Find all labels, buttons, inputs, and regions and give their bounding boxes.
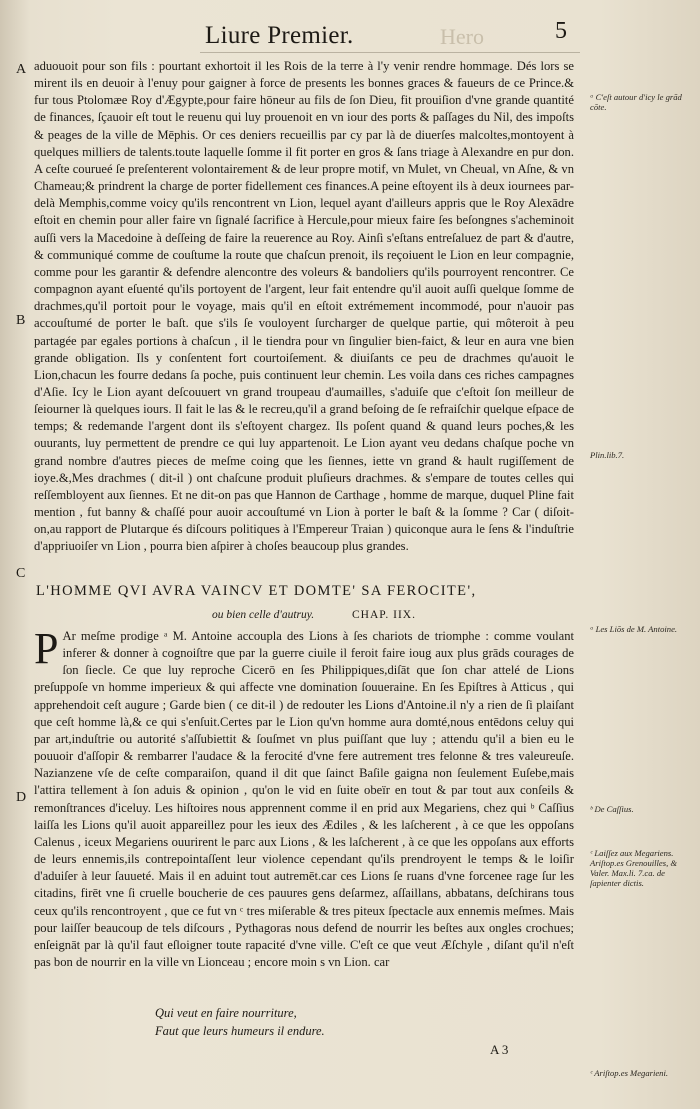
side-note-5: ᶜ Laiſſez aux Megariens. Ariſtop.es Grenouilles, & Valer. Max.li. 7.ca. de ſapienter dictis.: [590, 848, 678, 888]
margin-letter-b: B: [16, 313, 26, 328]
side-note-6: ᶜ Ariſtop.es Megarieni.: [590, 1068, 669, 1078]
margin-letter-d: D: [16, 790, 27, 805]
paragraph-2: [34, 624, 574, 971]
margin-letter-c: C: [16, 566, 26, 581]
verse-line-2: Faut que leurs humeurs il endure.: [155, 1024, 325, 1038]
page-number: 5: [555, 18, 567, 44]
chapter-number: CHAP. IIX.: [352, 609, 416, 621]
paragraph-1: aduouoit pour son fils : pourtant exhortoit il les Rois de la terre à l'y venir rendre hommage. Dés lors se mirent ils en deuoir à l'enuy pour gaigner à force de presents les bonnes graces & faueurs de ce Prince.& fur tous Ptolomæe Roy d'Ægypte,pour faire hōneur au fils de ſon Dieu, fit prouiſion d'vne grande quantité de finances, ſçauoir eſt tout le reuenu qui luy prouenoit en vn iour des ports & paſſages du Nil, des impoſts & peages de la ville de Mēphis. Or ces deniers recueillis par cy par là de diuerſes malcoltes,montoyent à quelques milliers de talents.toute laquelle ſomme il fit porter en gros & ſans triage à Alexandre en pur don. A ceſte courueé ſe preſenterent volontairement & de leur propre motif, vn Mulet, vn Cheual, vn Aſne, & vn Chameau;& prindrent la charge de porter fidellement ces finances.A peine eſtoyent ils à deux iournees par-delà Memphis,comme voicy qu'ils rencontrent vn Lion, lequel ayant d'ailleurs appris que le Roy Alexādre eſtoit en chemin pour aller faire vn ſignalé ſacrifice à Hercule,pour mieux faire ſes beſongnes s'acheminoit auſſi vers la Macedoine à deſſeing de faire la reuerence au Roy. Ainſi s'eſtans entreſaluez de part & d'autre, & communiqué comme de couſtume la route que chaſcun prenoit, ils reçoiuent le Lion en leur compagnie, comme pour les garantir & defendre alencontre des voleurs & bandoliers qu'ils pourroyent rencontrer. Ce compagnon ayant eſuenté qu'ils portoyent de l'argent, leur fait entendre qu'il auoit auſſi quelque ſomme de drachmes,qu'il portoit pour le voyage, mais qu'il en eſtoit extrémement incommodé, pour n'auoir pas accouſtumé de porter le baſt. que s'ils ſe vouloyent ſurcharger de quelque partie, qui môteroit à peu partagée par egales portions à chaſcun , il le tiendra pour vn ſingulier bien-faict, & leur en aura vne bien grande obligation. Ils y conſentent fort courtoiſement. & diuiſants ce peu de drachmes qu'auoit le Lion,chacun les fourre dedans ſa poche, puis continuent leur chemin. Les voila dans ces riches campagnes d'Aſie. Icy le Lion ayant deſcouuert vn grand troupeau d'aumailles, s'aduiſe que c'eſtoit ſon meilleur de ſeiourner là quelques iours. Il fait le las & le recreu,qu'il a grand beſoing de ſe refraiſchir quelque eſpace de temps; & redemande l'argent dont ils s'eſtoyent chargez. Ils poſent quand & quand leurs poches,& les ouurants, luy permettent de prendre ce qui luy appartenoit. Le Lion ayant veu dedans chaſque poche vn grand nombre d'autres pieces de meſme coing que les ſiennes, iette vn grand & hault rugiſſement de ioye.&,Mes drachmes ( dit-il ) ont chaſcune produit pluſieurs drachmes. & s'empare de toutes celles qui reſſembloyent aux ſiennes. Et ne dit-on pas que Hannon de Carthage , homme de marque, duquel Pline fait mention , fut banny & chaſſé pour auoir accouſtumé vn Lion à porter le baſt & la ſomme ? Car ( diſoit-on,au rapport de Plutarque és diſcours politiques à l'Empereur Traian ) quiconque aura le ſens & l'induſtrie d'appriuoiſer vn Lion , pourra bien aſpirer à choſes beaucoup plus grandes.: [34, 59, 574, 554]
header-rule: [200, 52, 580, 53]
side-note-2: Plin.lib.7.: [590, 450, 625, 460]
side-note-4: ᵇ De Caſſius.: [590, 804, 634, 814]
chapter-subtitle: ou bien celle d'autruy.: [212, 609, 315, 621]
paragraph-2-text: Ar meſme prodige ᵃ M. Antoine accoupla des Lions à ſes chariots de triomphe : comme voulant inferer & donner à cognoiſtre que par la guerre ciuile il feroit faire ioug aux plus grāds courages de ſon ſiecle. Ce que luy reproche Cicerō en ſes Philippiques,diſāt que ſon char attelé de Lions preſuppoſe vn homme imperieux & qui affecte vne domination ſouueraine. En ſes Epiſtres à Atticus , qui apprehendoit ceſt augure ; Garde bien ( ce dit-il ) de redouter les Lions d'Antoine.il n'y a rien de ſi plaiſant que ceſt homme là,& ce qui s'enſuit.Certes par le Lion qu'vn homme aura domté,nous entēdons celuy qui par art,induſtrie ou autorité s'aſſubiettit & ſouſmet vn plus puiſſant que luy ; attendu qu'il a bien eu le pouuoir d'aſſopir & rembarrer l'audace & la ferocité d'vne fere autrement tres felonne & tres valeureuſe. Nazianzene vſe de ceſte comparaiſon, quand il dit que ſainct Baſile gaigna non ſeulement Euſebe,mais l'attira tellement à ſon aduis & opinion , qu'on le vid en ſuite obeïr en tout & par tout aux conſeils & remonſtrances d'iceluy. Les hiſtoires nous apprennent comme il en prid aux Megariens, chez qui ᵇ Caſſius laiſſa les Lions qu'il auoit appareillez pour les ieux des Ædiles , & les laſcherent , à ce que les oppoſans Calenus , iceux Megariens ouurirent le parc aux Lions , & les laſcherent , à ce que les oppoſans aux efforts de leurs ennemis,ils contrepointaſſent leur violence cependant qu'ils prendroyent le temps & le loiſir d'aduiſer à leur ſauueté. Mais il en aduint tout autremēt.car ces Lions ſe ruans d'vne forcenee rage ſur les citadins, firēt vne ſi cruelle boucherie de ces pauures gens deſarmez, aſſaillans, abbatans, deſchirans tous ceux qu'ils rencontroyent , que ce fut vn ᶜ tres miſerable & tres piteux ſpectacle aux ennemis meſmes. Mais pour laiſſer beaucoup de tels diſcours , Pythagoras nous defend de nourrir les beſtes aux ongles crochues; enſeignāt par là qu'il faut eſloigner toute rapacité d'vne ville. C'eſt ce que veut Æſchyle , diſant qu'il n'eſt pas bon de nourrir en la ville vn Lionceau ; encore moin s vn Lion. car: [34, 629, 574, 969]
drop-cap: P: [34, 624, 59, 673]
running-head: Liure Premier.: [205, 22, 354, 49]
side-note-3: ᵃ Les Liōs de M. Antoine.: [590, 624, 678, 634]
side-note-1: ᵃ C'eſt autour d'icy le grād cōte.: [590, 92, 682, 112]
chapter-heading: L'HOMME QVI AVRA VAINCV ET DOMTE' SA FEROCITE',: [36, 583, 477, 599]
bleed-through-text: Hero: [440, 24, 484, 49]
verse-line-1: Qui veut en faire nourriture,: [155, 1006, 297, 1020]
signature-mark: A 3: [490, 1042, 509, 1057]
margin-letter-a: A: [16, 62, 27, 77]
